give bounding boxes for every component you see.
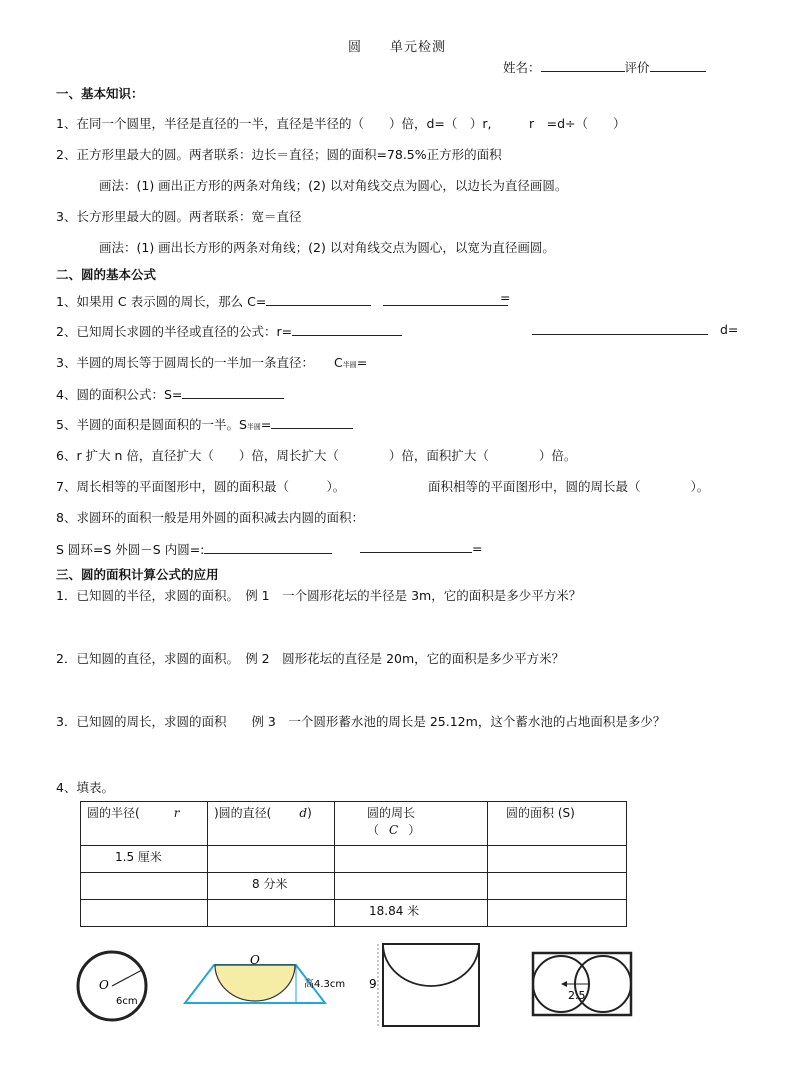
- s2-f1-blank1[interactable]: [266, 293, 371, 306]
- table-row: [81, 846, 627, 873]
- s2-f3-end: =: [356, 355, 368, 370]
- table-cell[interactable]: [81, 900, 208, 927]
- s2-f8-eq: =: [472, 541, 483, 556]
- s1-item2: 2、正方形里最大的圆。两者联系：边长＝直径；圆的面积=78.5%正方形的面积: [56, 147, 502, 162]
- radius-line: [112, 970, 142, 986]
- grade-label: 评价: [624, 60, 650, 75]
- s2-f3-sym: C: [333, 355, 343, 370]
- s2-f1: [56, 290, 511, 310]
- s1-item3: 3、长方形里最大的圆。两者联系：宽＝直径: [56, 209, 302, 224]
- height-label: 高4.3cm: [304, 979, 346, 990]
- s2-f5-text: 5、半圆的面积是圆面积的一半。S: [56, 417, 247, 432]
- s2-f8-blank2-wrap: [360, 540, 482, 556]
- s2-f3-sub: 半圆: [342, 361, 357, 369]
- header-area: 圆的面积 (S): [488, 802, 627, 846]
- s1-item2-method: 画法：(1) 画出正方形的两条对角线；(2) 以对角线交点为圆心，以边长为直径画圆。: [99, 178, 568, 193]
- table-cell[interactable]: 1.5 厘米: [81, 846, 208, 873]
- figure-trapezoid-semicircle: [180, 955, 355, 1011]
- s2-f4: [56, 385, 284, 403]
- name-field: [503, 58, 706, 76]
- s2-f5: [56, 415, 353, 433]
- s2-f6: 6、r 扩大 n 倍，直径扩大（ ）倍，周长扩大（ ）倍，面积扩大（ ）倍。: [56, 448, 577, 463]
- figure-rect-semicircle: [366, 940, 486, 1030]
- s2-f7b: 面积相等的平面图形中，圆的周长最（ ）。: [428, 479, 710, 494]
- s2-f1-blank2[interactable]: [383, 293, 508, 306]
- s2-f8-blank2[interactable]: [360, 540, 472, 553]
- figure-circle: [66, 948, 166, 1024]
- name-label: 姓名：: [503, 60, 541, 75]
- radius-label: 2.5: [568, 989, 586, 1002]
- table-cell[interactable]: [208, 846, 335, 873]
- s2-f3: [56, 353, 367, 371]
- height-label: 9: [369, 977, 377, 991]
- s2-f8: 8、求圆环的面积一般是用外圆的面积减去内圆的面积：: [56, 510, 364, 525]
- table-cell[interactable]: [335, 846, 488, 873]
- s2-f2-d: d=: [720, 322, 739, 337]
- s2-f8-formula-text: S 圆环=S 外圆－S 内圆=:: [56, 542, 205, 557]
- s2-f5-blank[interactable]: [271, 416, 353, 429]
- table-row: [81, 900, 627, 927]
- s2-f4-blank[interactable]: [182, 386, 284, 399]
- s2-f4-text: 4、圆的面积公式：S=: [56, 387, 183, 402]
- header-circumference: 圆的周长 （ C ）: [335, 802, 488, 846]
- grade-blank[interactable]: [650, 59, 706, 72]
- name-blank[interactable]: [541, 59, 625, 72]
- s1-item3-method: 画法：(1) 画出长方形的两条对角线；(2) 以对角线交点为圆心，以宽为直径画圆。: [99, 240, 555, 255]
- table-cell[interactable]: [208, 900, 335, 927]
- figure-rect-two-circles: [530, 950, 636, 1018]
- s1-item1: 1、在同一个圆里，半径是直径的一半，直径是半径的（ ）倍，d=（ ）r, r =d÷（ ）: [56, 116, 626, 131]
- s2-f3-text: 3、半圆的周长等于圆周长的一半加一条直径：: [56, 355, 314, 370]
- radius-label: 6cm: [116, 996, 138, 1007]
- s2-f1-eq: =: [500, 290, 511, 305]
- page-title: 圆 单元检测: [348, 40, 447, 55]
- s2-f2: [56, 322, 402, 340]
- table-row: [81, 873, 627, 900]
- header-radius: 圆的半径( r: [81, 802, 208, 846]
- inner-semicircle: [383, 944, 479, 986]
- table-cell[interactable]: [488, 846, 627, 873]
- s2-f5-sub: 半圆: [246, 423, 261, 431]
- s2-f2-text: 2、已知周长求圆的半径或直径的公式：r=: [56, 324, 293, 339]
- s3-q1: 1．已知圆的半径，求圆的面积。 例 1 一个圆形花坛的半径是 3m，它的面积是多少平方米？: [56, 588, 582, 603]
- table-cell[interactable]: 18.84 米: [335, 900, 488, 927]
- rectangle: [383, 944, 479, 1026]
- s3-q3: 3．已知圆的周长，求圆的面积 例 3 一个圆形蓄水池的周长是 25.12m，这个蓄水池的占地面积是多少？: [56, 714, 666, 729]
- s3-q4: 4、填表。: [56, 780, 114, 795]
- s2-f5-end: =: [260, 417, 272, 432]
- center-label: O: [99, 978, 109, 992]
- section2-heading: 二、圆的基本公式: [56, 267, 157, 282]
- table-cell[interactable]: [488, 873, 627, 900]
- s2-f2-blank2[interactable]: [532, 322, 708, 335]
- arrow-icon: [561, 981, 567, 987]
- section3-heading: 三、圆的面积计算公式的应用: [56, 567, 219, 582]
- table-cell[interactable]: 8 分米: [208, 873, 335, 900]
- s2-f1-text: 1、如果用 C 表示圆的周长，那么 C=: [56, 294, 267, 309]
- table-cell[interactable]: [488, 900, 627, 927]
- s2-f2-blank1[interactable]: [292, 323, 402, 336]
- s2-f8-formula: [56, 540, 332, 558]
- section1-heading: 一、基本知识：: [56, 86, 144, 101]
- table-cell[interactable]: [335, 873, 488, 900]
- s2-f8-blank1[interactable]: [204, 541, 332, 554]
- s3-q2: 2．已知圆的直径，求圆的面积。 例 2 圆形花坛的直径是 20m，它的面积是多少平方米？: [56, 651, 565, 666]
- s2-f2-blank2-wrap: [532, 322, 708, 338]
- table-cell[interactable]: [81, 873, 208, 900]
- semi-center-label: O: [250, 955, 260, 967]
- table-header-row: [81, 802, 627, 846]
- fill-table: [80, 801, 627, 927]
- s2-f7a: 7、周长相等的平面图形中，圆的面积最（ ）。: [56, 479, 346, 494]
- header-diameter: )圆的直径( d): [208, 802, 335, 846]
